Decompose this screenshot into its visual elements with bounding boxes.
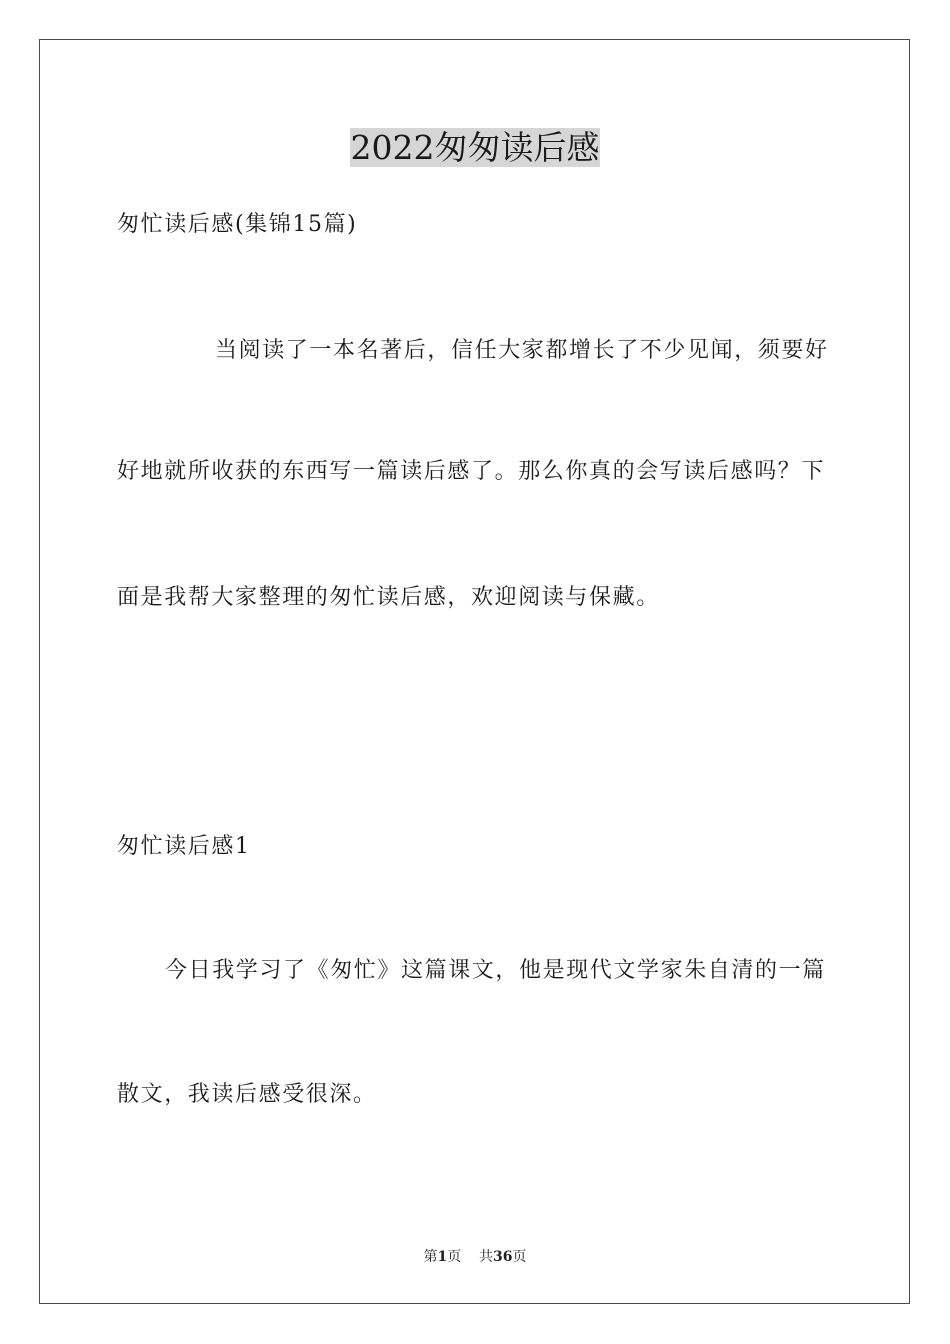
- document-subtitle: 匆忙读后感(集锦15篇): [117, 212, 358, 237]
- intro-line-1: 当阅读了一本名著后，信任大家都增长了不少见闻，须要好: [215, 338, 829, 363]
- document-title: [0, 126, 950, 170]
- section-line-2: 散文，我读后感受很深。: [117, 1082, 377, 1107]
- section-heading: 匆忙读后感1: [117, 834, 251, 859]
- section-line-1: 今日我学习了《匆忙》这篇课文，他是现代文学家朱自清的一篇: [165, 958, 826, 983]
- footer-page-current: 1: [437, 1249, 448, 1265]
- footer-page-total: 36: [493, 1249, 513, 1265]
- footer-total-unit: 页: [512, 1249, 527, 1265]
- footer-page-prefix: 第: [423, 1249, 438, 1265]
- intro-line-2: 好地就所收获的东西写一篇读后感了。那么你真的会写读后感吗？下: [117, 459, 826, 484]
- footer-page-unit: 页: [447, 1249, 462, 1265]
- footer-total-prefix: 共: [479, 1249, 494, 1265]
- page-footer: [0, 1248, 950, 1266]
- intro-line-3: 面是我帮大家整理的匆忙读后感，欢迎阅读与保藏。: [117, 585, 660, 610]
- document-title-text: 2022匆匆读后感: [350, 128, 600, 167]
